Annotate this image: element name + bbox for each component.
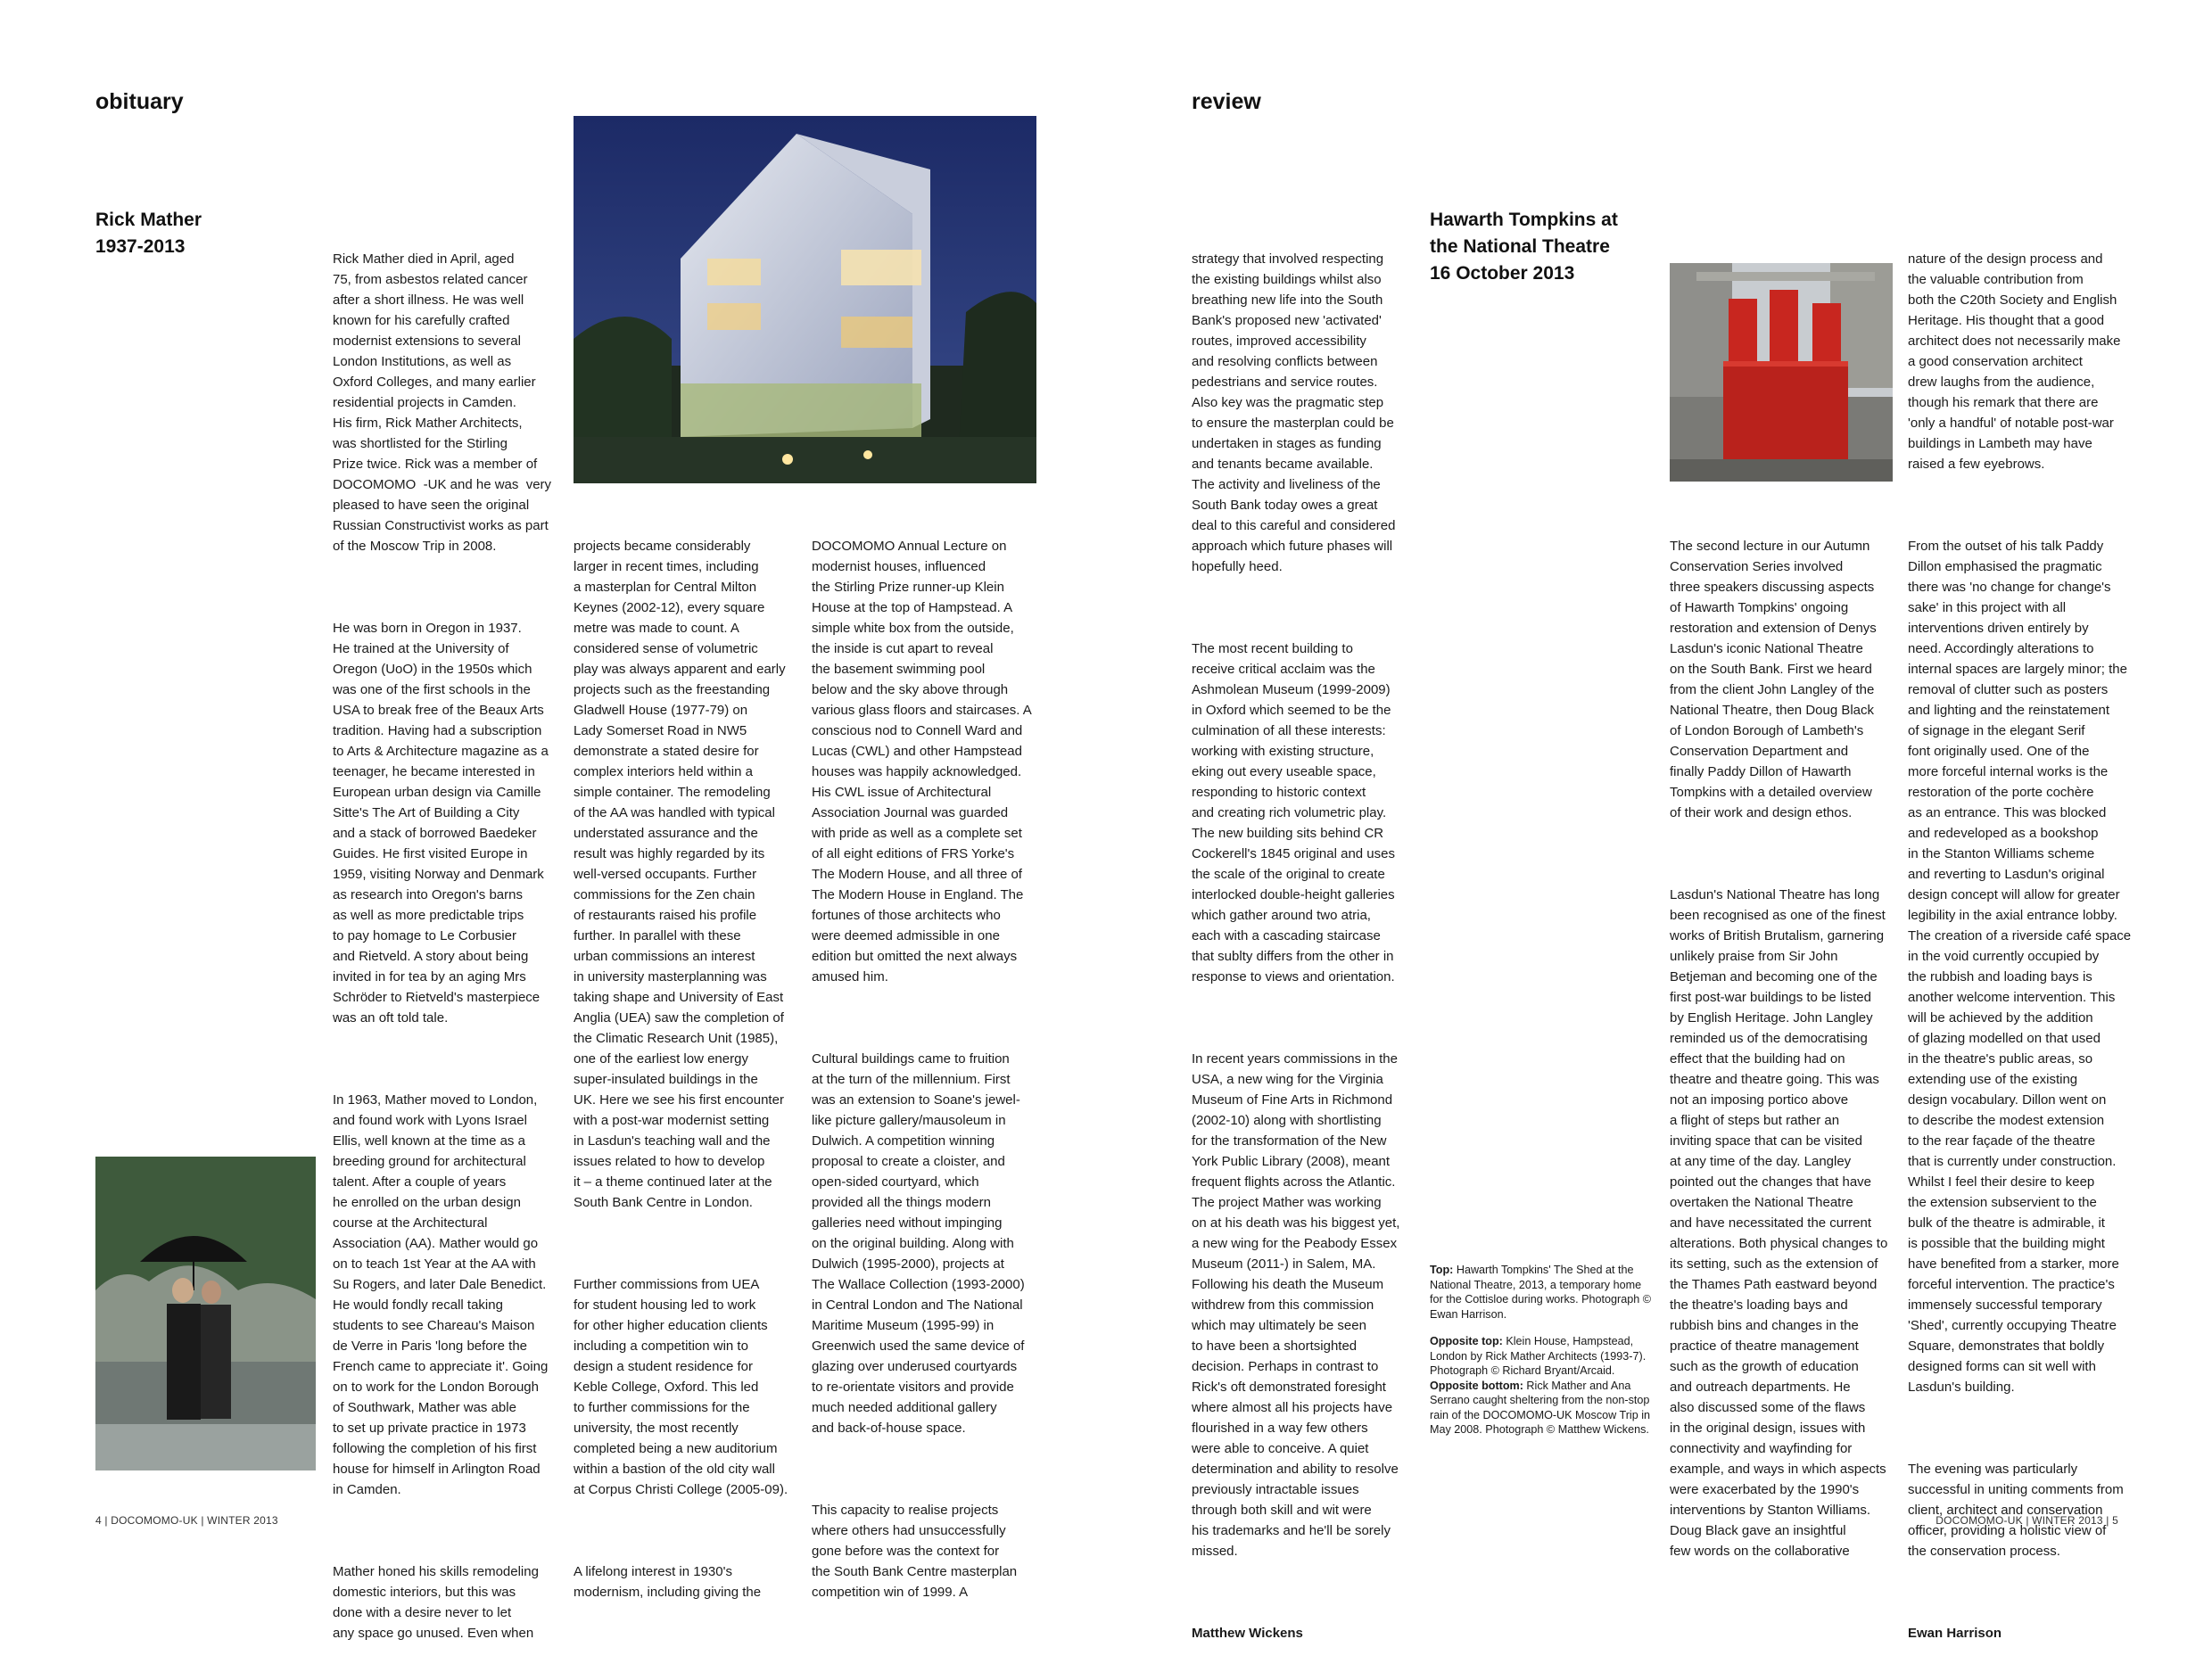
paragraph: The evening was particularly successful in uniting comments from client, architect and conservation officer, providing a holistic view of the conservation process. bbox=[1908, 1462, 2124, 1559]
paragraph: In recent years commissions in the USA, a new wing for the Virginia Museum of Fine Arts in Richmond (2002-10) along with shortlisting for the transformation of the New York Public Library (2008), meant frequent flights across the Atlantic. The project Mather was working on at his death was his biggest yet, a new wing for the Peabody Essex Museum (2011-) in Salem, MA. Following his death the Museum withdrew from this commission which may ultimately be seen to have been a shortsighted decision. Perhaps in contrast to Rick's oft demonstrated foresight where almost all his projects have flourished in a way few others were able to conceive. A quiet determination and ability to resolve previously intractable issues through both skill and wit were his trademarks and he'll be sorely missed. bbox=[1192, 1051, 1400, 1559]
paragraph: Further commissions from UEA for student housing led to work for other higher education clients including a competition win to design a student residence for Keble College, Oxford. This led to further commissions for the university, the most recently completed being a new auditorium within a bastion of the old city wall at Corpus Christi College (2005-09). bbox=[574, 1277, 788, 1497]
obituary-column-3 bbox=[812, 495, 1045, 1623]
section-label-review: review bbox=[1192, 89, 1261, 114]
author-signature: Matthew Wickens bbox=[1192, 1626, 1303, 1641]
paragraph: In 1963, Mather moved to London, and found work with Lyons Israel Ellis, well known at the time as a breeding ground for architectural talent. After a couple of years he enrolled on the urban design course at the Architectural Association (AA). Mather would go on to teach 1st Year at the AA with Su Rogers, and later Dale Benedict. He would fondly recall taking students to see Chareau's Maison de Verre in Paris 'long before the French came to appreciate it'. Going on to work for the London Borough of Southwark, Mather was able to set up private practice in 1973 following the completion of his first house for himself in Arlington Road in Camden. bbox=[333, 1092, 549, 1497]
rick-mather-rain-photo bbox=[95, 1157, 316, 1470]
review-column-3 bbox=[1670, 495, 1903, 1582]
footer-right: DOCOMOMO-UK | WINTER 2013 | 5 bbox=[1936, 1514, 2118, 1527]
review-headline bbox=[1430, 207, 1618, 287]
paragraph: A lifelong interest in 1930's modernism, including giving the bbox=[574, 1564, 762, 1600]
paragraph: The second lecture in our Autumn Conservation Series involved three speakers discussing aspects of Hawarth Tompkins' ongoing restoration and extension of Denys Lasdun's iconic National Theatre on the South Bank. First we heard from the client John Langley of the National Theatre, then Doug Black of London Borough of Lambeth's Conservation Department and finally Paddy Dillon of Hawarth Tompkins with a detailed overview of their work and design ethos. bbox=[1670, 539, 1877, 820]
paragraph: Rick Mather died in April, aged 75, from asbestos related cancer after a short illness. He was well known for his carefully crafted modernist extensions to several London Institutions, as well as Oxford Colleges, and many earlier residential projects in Camden. His firm, Rick Mather Architects, was shortlisted for the Stirling Prize twice. Rick was a member of DOCOMOMO -UK and he was very pleased to have seen the original Russian Constructivist works as part of the Moscow Trip in 2008. bbox=[333, 251, 552, 554]
caption-label: Opposite bottom: bbox=[1430, 1379, 1523, 1392]
review-column-1 bbox=[1192, 208, 1424, 1664]
headline-date: 16 October 2013 bbox=[1430, 263, 1575, 284]
headline-line: the National Theatre bbox=[1430, 236, 1610, 257]
obituary-column-1 bbox=[333, 208, 565, 1664]
paragraph: Mather honed his skills remodeling domestic interiors, but this was done with a desire never to let any space go unused. Even when bbox=[333, 1564, 539, 1641]
caption-opposite-bottom bbox=[1430, 1379, 1657, 1437]
caption-opposite-top bbox=[1430, 1334, 1657, 1379]
headline-dates: 1937-2013 bbox=[95, 236, 186, 257]
caption-text: Hawarth Tompkins' The Shed at the National Theatre, 2013, a temporary home for the Cottisloe during works. Photograph © Ewan Harrison. bbox=[1430, 1264, 1651, 1321]
paragraph: From the outset of his talk Paddy Dillon emphasised the pragmatic there was 'no change for change's sake' in this project with all interventions driven entirely by need. Accordingly alterations to internal spaces are largely minor; the removal of clutter such as posters and lighting and the reinstatement of signage in the elegant Serif font originally used. One of the more forceful internal works is the restoration of the porte cochère as an entrance. This was blocked and redeveloped as a bookshop in the Stanton Williams scheme and reverting to Lasdun's original design concept will allow for greater legibility in the axial entrance lobby. The creation of a riverside café space in the void currently occupied by the rubbish and loading bays is another welcome intervention. This will be achieved by the addition of glazing modelled on that used in the theatre's public areas, so extending use of the existing design vocabulary. Dillon went on to describe the modest extension to the rear façade of the theatre that is currently under construction. Whilst I feel their desire to keep the extension subservient to the bulk of the theatre is admirable, it is possible that the building might have benefited from a starker, more forceful intervention. The practice's immensely successful temporary 'Shed', currently occupying Theatre Square, demonstrates that boldly designed forms can sit well with Lasdun's building. bbox=[1908, 539, 2132, 1395]
caption-label: Top: bbox=[1430, 1264, 1454, 1276]
headline-name: Rick Mather bbox=[95, 210, 202, 230]
paragraph: strategy that involved respecting the existing buildings whilst also breathing new life into the South Bank's proposed new 'activated' routes, improved accessibility and resolving conflicts between pedestrians and service routes. Also key was the pragmatic step to ensure the masterplan could be undertaken in stages as funding and tenants became available. The activity and liveliness of the South Bank today owes a great deal to this careful and considered approach which future phases will hopefully heed. bbox=[1192, 251, 1396, 574]
caption-top bbox=[1430, 1263, 1657, 1322]
review-column-4 bbox=[1908, 208, 2142, 1664]
paragraph: The most recent building to receive critical acclaim was the Ashmolean Museum (1999-2009) in Oxford which seemed to be the culmination of all these interests: working with existing structure, eking out every useable space, responding to historic context and creating rich volumetric play. The new building sits behind CR Cockerell's 1845 original and uses the scale of the original to create interlocked double-height galleries which gather around two atria, each with a cascading staircase that sublty differs from the other in response to views and orientation. bbox=[1192, 641, 1395, 984]
caption-label: Opposite top: bbox=[1430, 1335, 1503, 1347]
paragraph: Cultural buildings came to fruition at the turn of the millennium. First was an extension to Soane's jewel- like picture gallery/mausoleum in Dulwich. A competition winning proposal to create a cloister, and open-sided courtyard, which provided all the things modern galleries need without impinging on the original building. Along with Dulwich (1995-2000), projects at The Wallace Collection (1993-2000) in Central London and The National Maritime Museum (1995-99) in Greenwich used the same device of glazing over underused courtyards to re-orientate visitors and provide much needed additional gallery and back-of-house space. bbox=[812, 1051, 1025, 1436]
section-label-obituary: obituary bbox=[95, 89, 184, 114]
paragraph: nature of the design process and the valuable contribution from both the C20th Society and English Heritage. His thought that a good architect does not necessarily make a good conservation architect drew laughs from the audience, though his remark that there are 'only a handful' of notable post-war buildings in Lambeth may have raised a few eyebrows. bbox=[1908, 251, 2121, 472]
paragraph: This capacity to realise projects where others had unsuccessfully gone before was the context for the South Bank Centre masterplan competition win of 1999. A bbox=[812, 1503, 1018, 1600]
paragraph: Lasdun's National Theatre has long been recognised as one of the finest works of British Brutalism, garnering unlikely praise from Sir John Betjeman and becoming one of the first post-war buildings to be listed by English Heritage. John Langley reminded us of the democratising effect that the building had on theatre and theatre going. This was not an imposing portico above a flight of steps but rather an inviting space that can be visited at any time of the day. Langley pointed out the changes that have overtaken the National Theatre and have necessitated the current alterations. Both physical changes to its setting, such as the extension of the Thames Path eastward beyond the theatre's loading bays and rubbish bins and changes in the practice of theatre management such as the growth of education and outreach departments. He also discussed some of the flaws in the original design, issues with connectivity and wayfinding for example, and ways in which aspects were exacerbated by the 1990's interventions by Stanton Williams. Doug Black gave an insightful few words on the collaborative bbox=[1670, 887, 1888, 1559]
paragraph: DOCOMOMO Annual Lecture on modernist houses, influenced the Stirling Prize runner-up Klein House at the top of Hampstead. A simple white box from the outside, the inside is cut apart to reveal the basement swimming pool below and the sky above through various glass floors and staircases. A conscious nod to Connell Ward and Lucas (CWL) and other Hampstead houses was happily acknowledged. His CWL issue of Architectural Association Journal was guarded with pride as well as a complete set of all eight editions of FRS Yorke's The Modern House, and all three of The Modern House in England. The fortunes of those architects who were deemed admissible in one edition but omitted the next always amused him. bbox=[812, 539, 1032, 984]
photo-captions bbox=[1430, 1263, 1657, 1437]
klein-house-photo bbox=[574, 116, 1036, 483]
caption-text: Klein House, Hampstead, London by Rick Mather Architects (1993-7). Photograph © Richard Bryant/Arcaid. bbox=[1430, 1335, 1647, 1377]
caption-text: Rick Mather and Ana Serrano caught sheltering from the non-stop rain of the DOCOMOMO-UK Moscow Trip in May 2008. Photograph © Matthew Wickens. bbox=[1430, 1379, 1651, 1436]
paragraph: He was born in Oregon in 1937. He trained at the University of Oregon (UoO) in the 1950s which was one of the first schools in the USA to break free of the Beaux Arts tradition. Having had a subscription to Arts & Architecture magazine as a teenager, he became interested in European urban design via Camille Sitte's The Art of Building a City and a stack of borrowed Baedeker Guides. He first visited Europe in 1959, visiting Norway and Denmark as research into Oregon's barns as well as more predictable trips to pay homage to Le Corbusier and Rietveld. A story about being invited in for tea by an aging Mrs Schröder to Rietveld's masterpiece was an oft told tale. bbox=[333, 621, 549, 1026]
paragraph: projects became considerably larger in recent times, including a masterplan for Central Milton Keynes (2002-12), every square metre was made to count. A considered sense of volumetric play was always apparent and early projects such as the freestanding Gladwell House (1977-79) on Lady Somerset Road in NW5 demonstrate a stated desire for complex interiors held within a simple container. The remodeling of the AA was handled with typical understated assurance and the result was highly regarded by its well-versed occupants. Further commissions for the Zen chain of restaurants raised his profile further. In parallel with these urban commissions an interest in university masterplanning was taking shape and University of East Anglia (UEA) saw the completion of the Climatic Research Unit (1985), one of the earliest low energy super-insulated buildings in the UK. Here we see his first encounter with a post-war modernist setting in Lasdun's teaching wall and the issues related to how to develop it – a theme continued later at the South Bank Centre in London. bbox=[574, 539, 786, 1210]
obituary-headline bbox=[95, 207, 202, 260]
headline-line: Hawarth Tompkins at bbox=[1430, 210, 1618, 230]
obituary-column-2 bbox=[574, 495, 807, 1623]
author-signature: Ewan Harrison bbox=[1908, 1626, 2002, 1641]
footer-left: 4 | DOCOMOMO-UK | WINTER 2013 bbox=[95, 1514, 278, 1527]
national-theatre-shed-photo bbox=[1670, 263, 1893, 482]
